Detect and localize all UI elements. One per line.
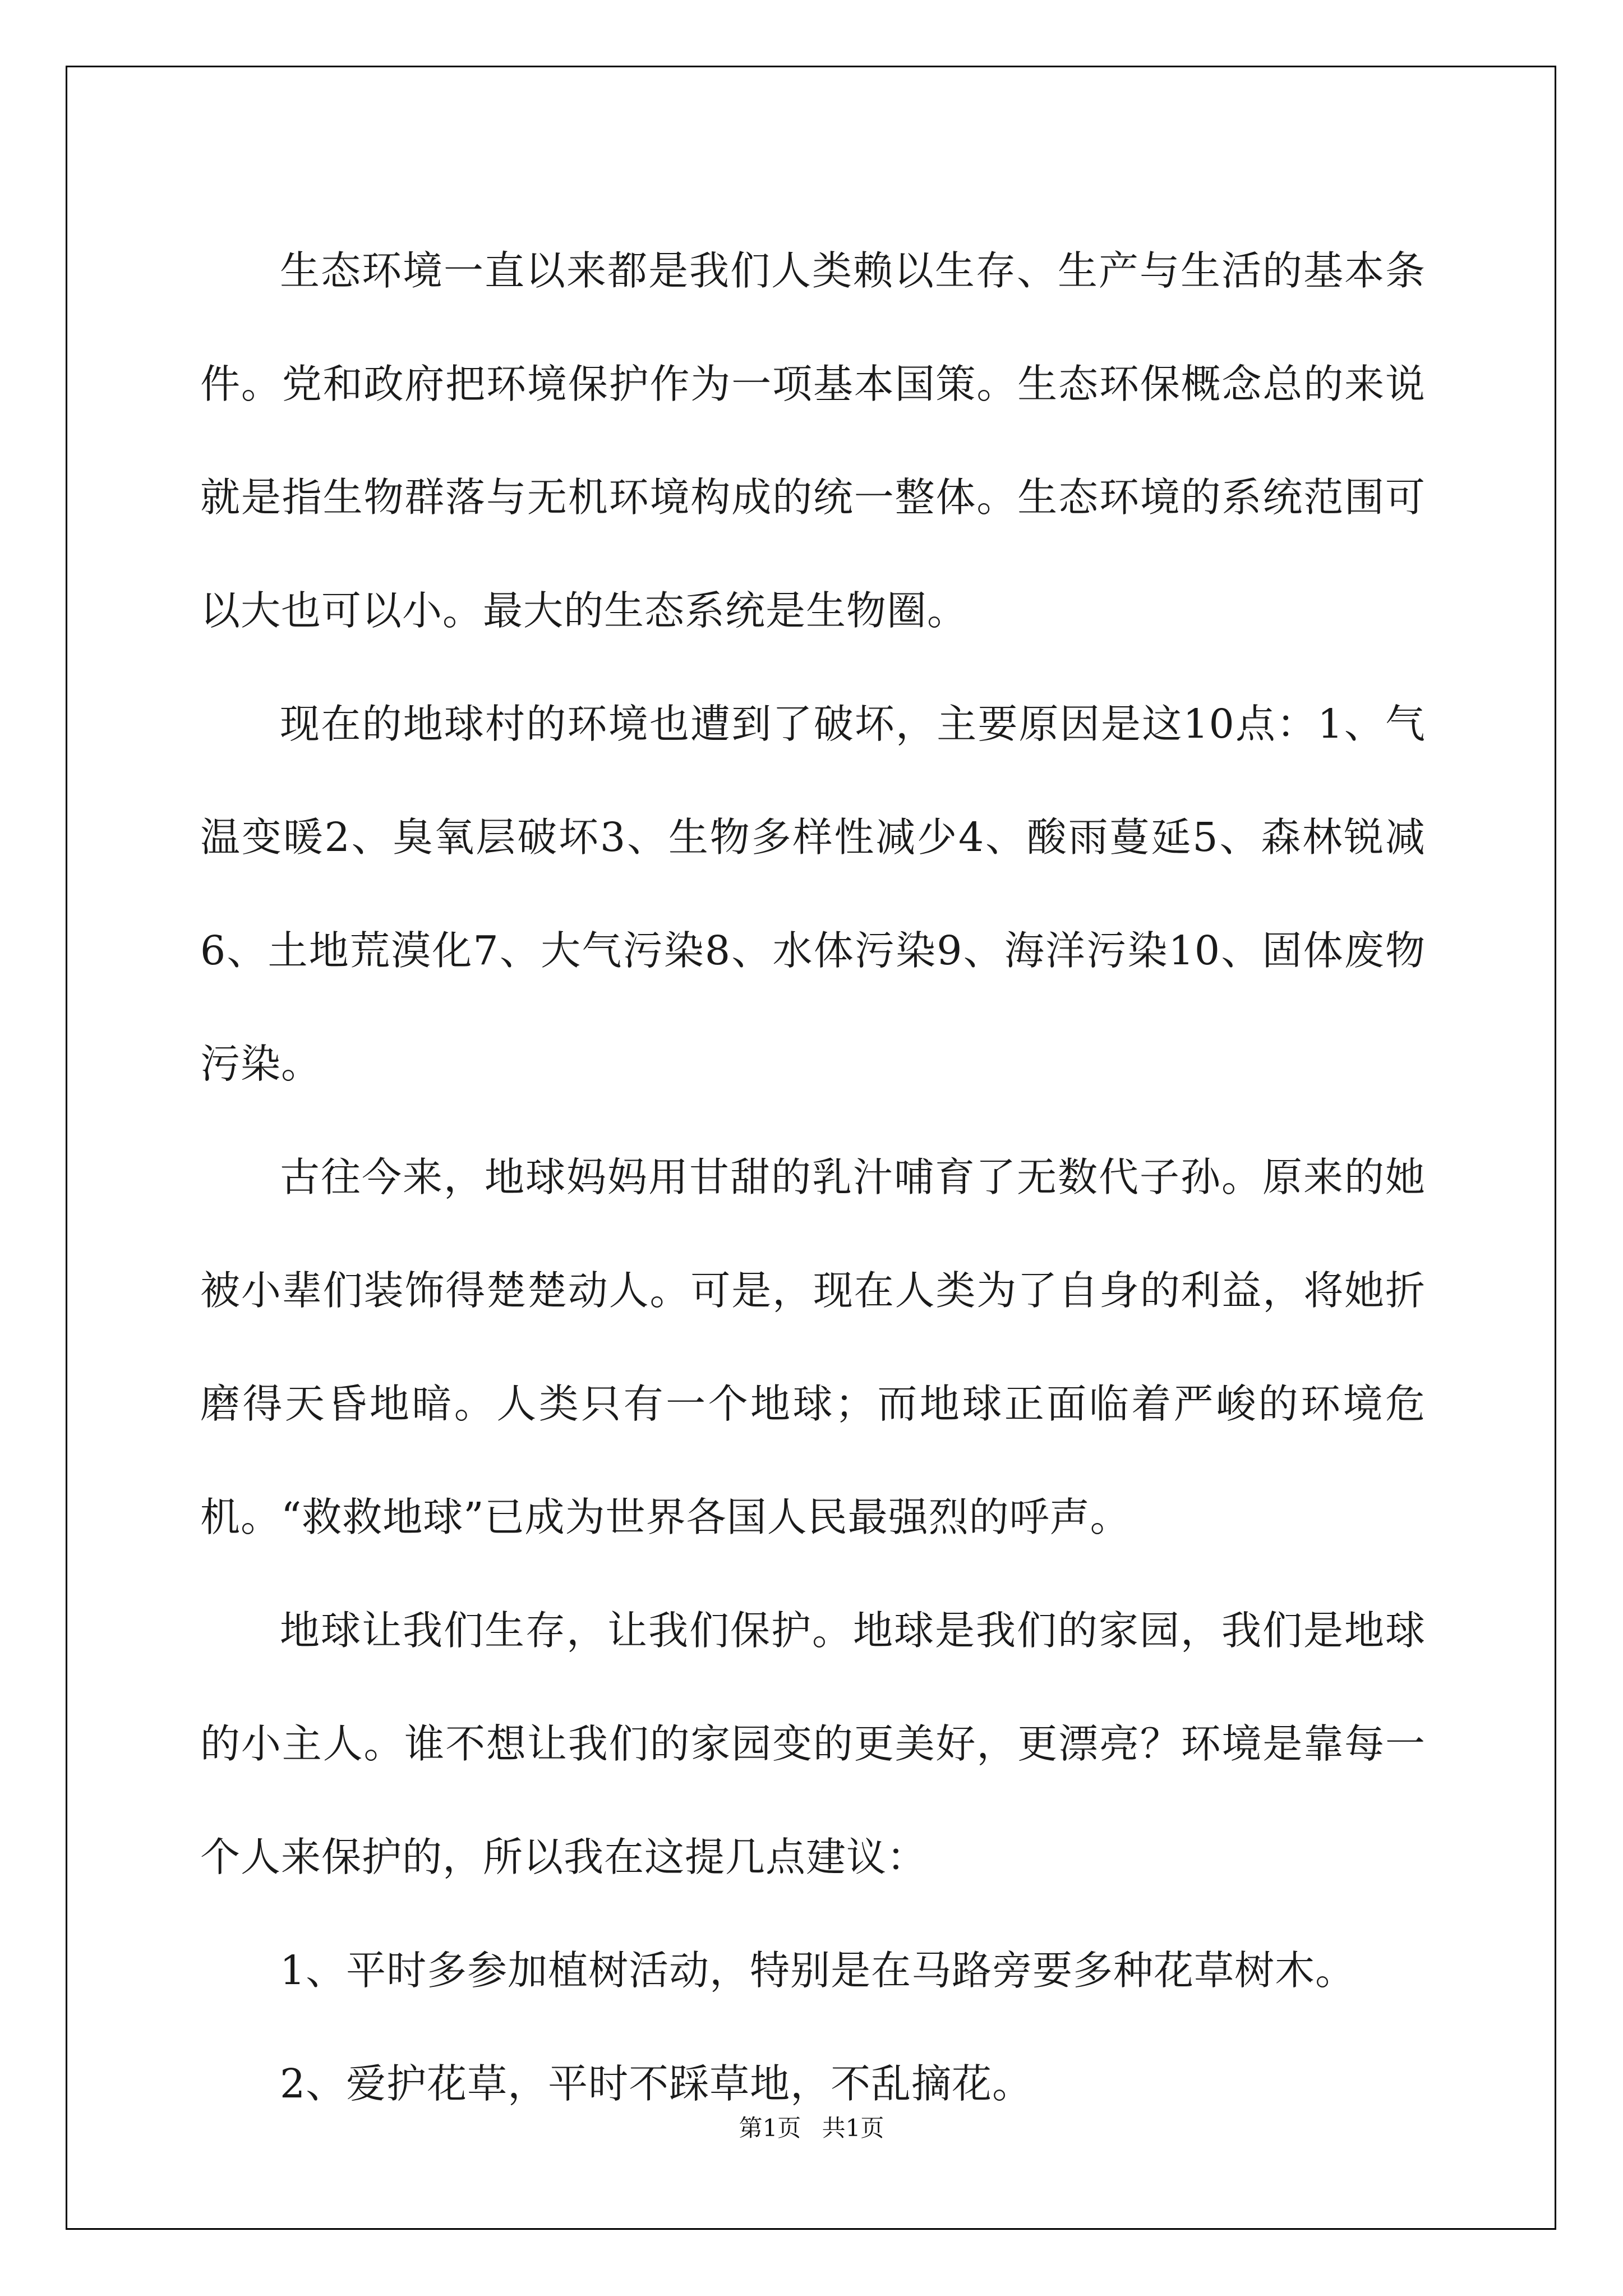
page-total: 共1页 <box>822 2114 884 2142</box>
paragraph-6: 2、爱护花草，平时不踩草地，不乱摘花。 <box>280 2060 1033 2107</box>
paragraph-4: 地球让我们生存，让我们保护。地球是我们的家园，我们是地球的小主人。谁不想让我们的家园变的更美好，更漂亮？环境是靠每一个人来保护的，所以我在这提几点建议： <box>200 1607 1426 1880</box>
paragraph-5: 1、平时多参加植树活动，特别是在马路旁要多种花草树木。 <box>280 1947 1356 1994</box>
document-body <box>200 214 1426 2141</box>
paragraph-2: 现在的地球村的环境也遭到了破坏，主要原因是这10点：1、气温变暖2、臭氧层破坏3、生物多样性减少4、酸雨蔓延5、森林锐减6、土地荒漠化7、大气污染8、水体污染9、海洋污染10、固体废物污染。 <box>200 701 1426 1087</box>
paragraph-1: 生态环境一直以来都是我们人类赖以生存、生产与生活的基本条件。党和政府把环境保护作为一项基本国策。生态环保概念总的来说就是指生物群落与无机环境构成的统一整体。生态环境的系统范围可以大也可以小。最大的生态系统是生物圈。 <box>200 247 1426 634</box>
page-number: 第1页 <box>739 2114 801 2142</box>
paragraph-3: 古往今来，地球妈妈用甘甜的乳汁哺育了无数代子孙。原来的她被小辈们装饰得楚楚动人。可是，现在人类为了自身的利益，将她折磨得天昏地暗。人类只有一个地球；而地球正面临着严峻的环境危机。“救救地球”已成为世界各国人民最强烈的呼声。 <box>200 1154 1426 1540</box>
page-footer <box>0 2111 1623 2145</box>
